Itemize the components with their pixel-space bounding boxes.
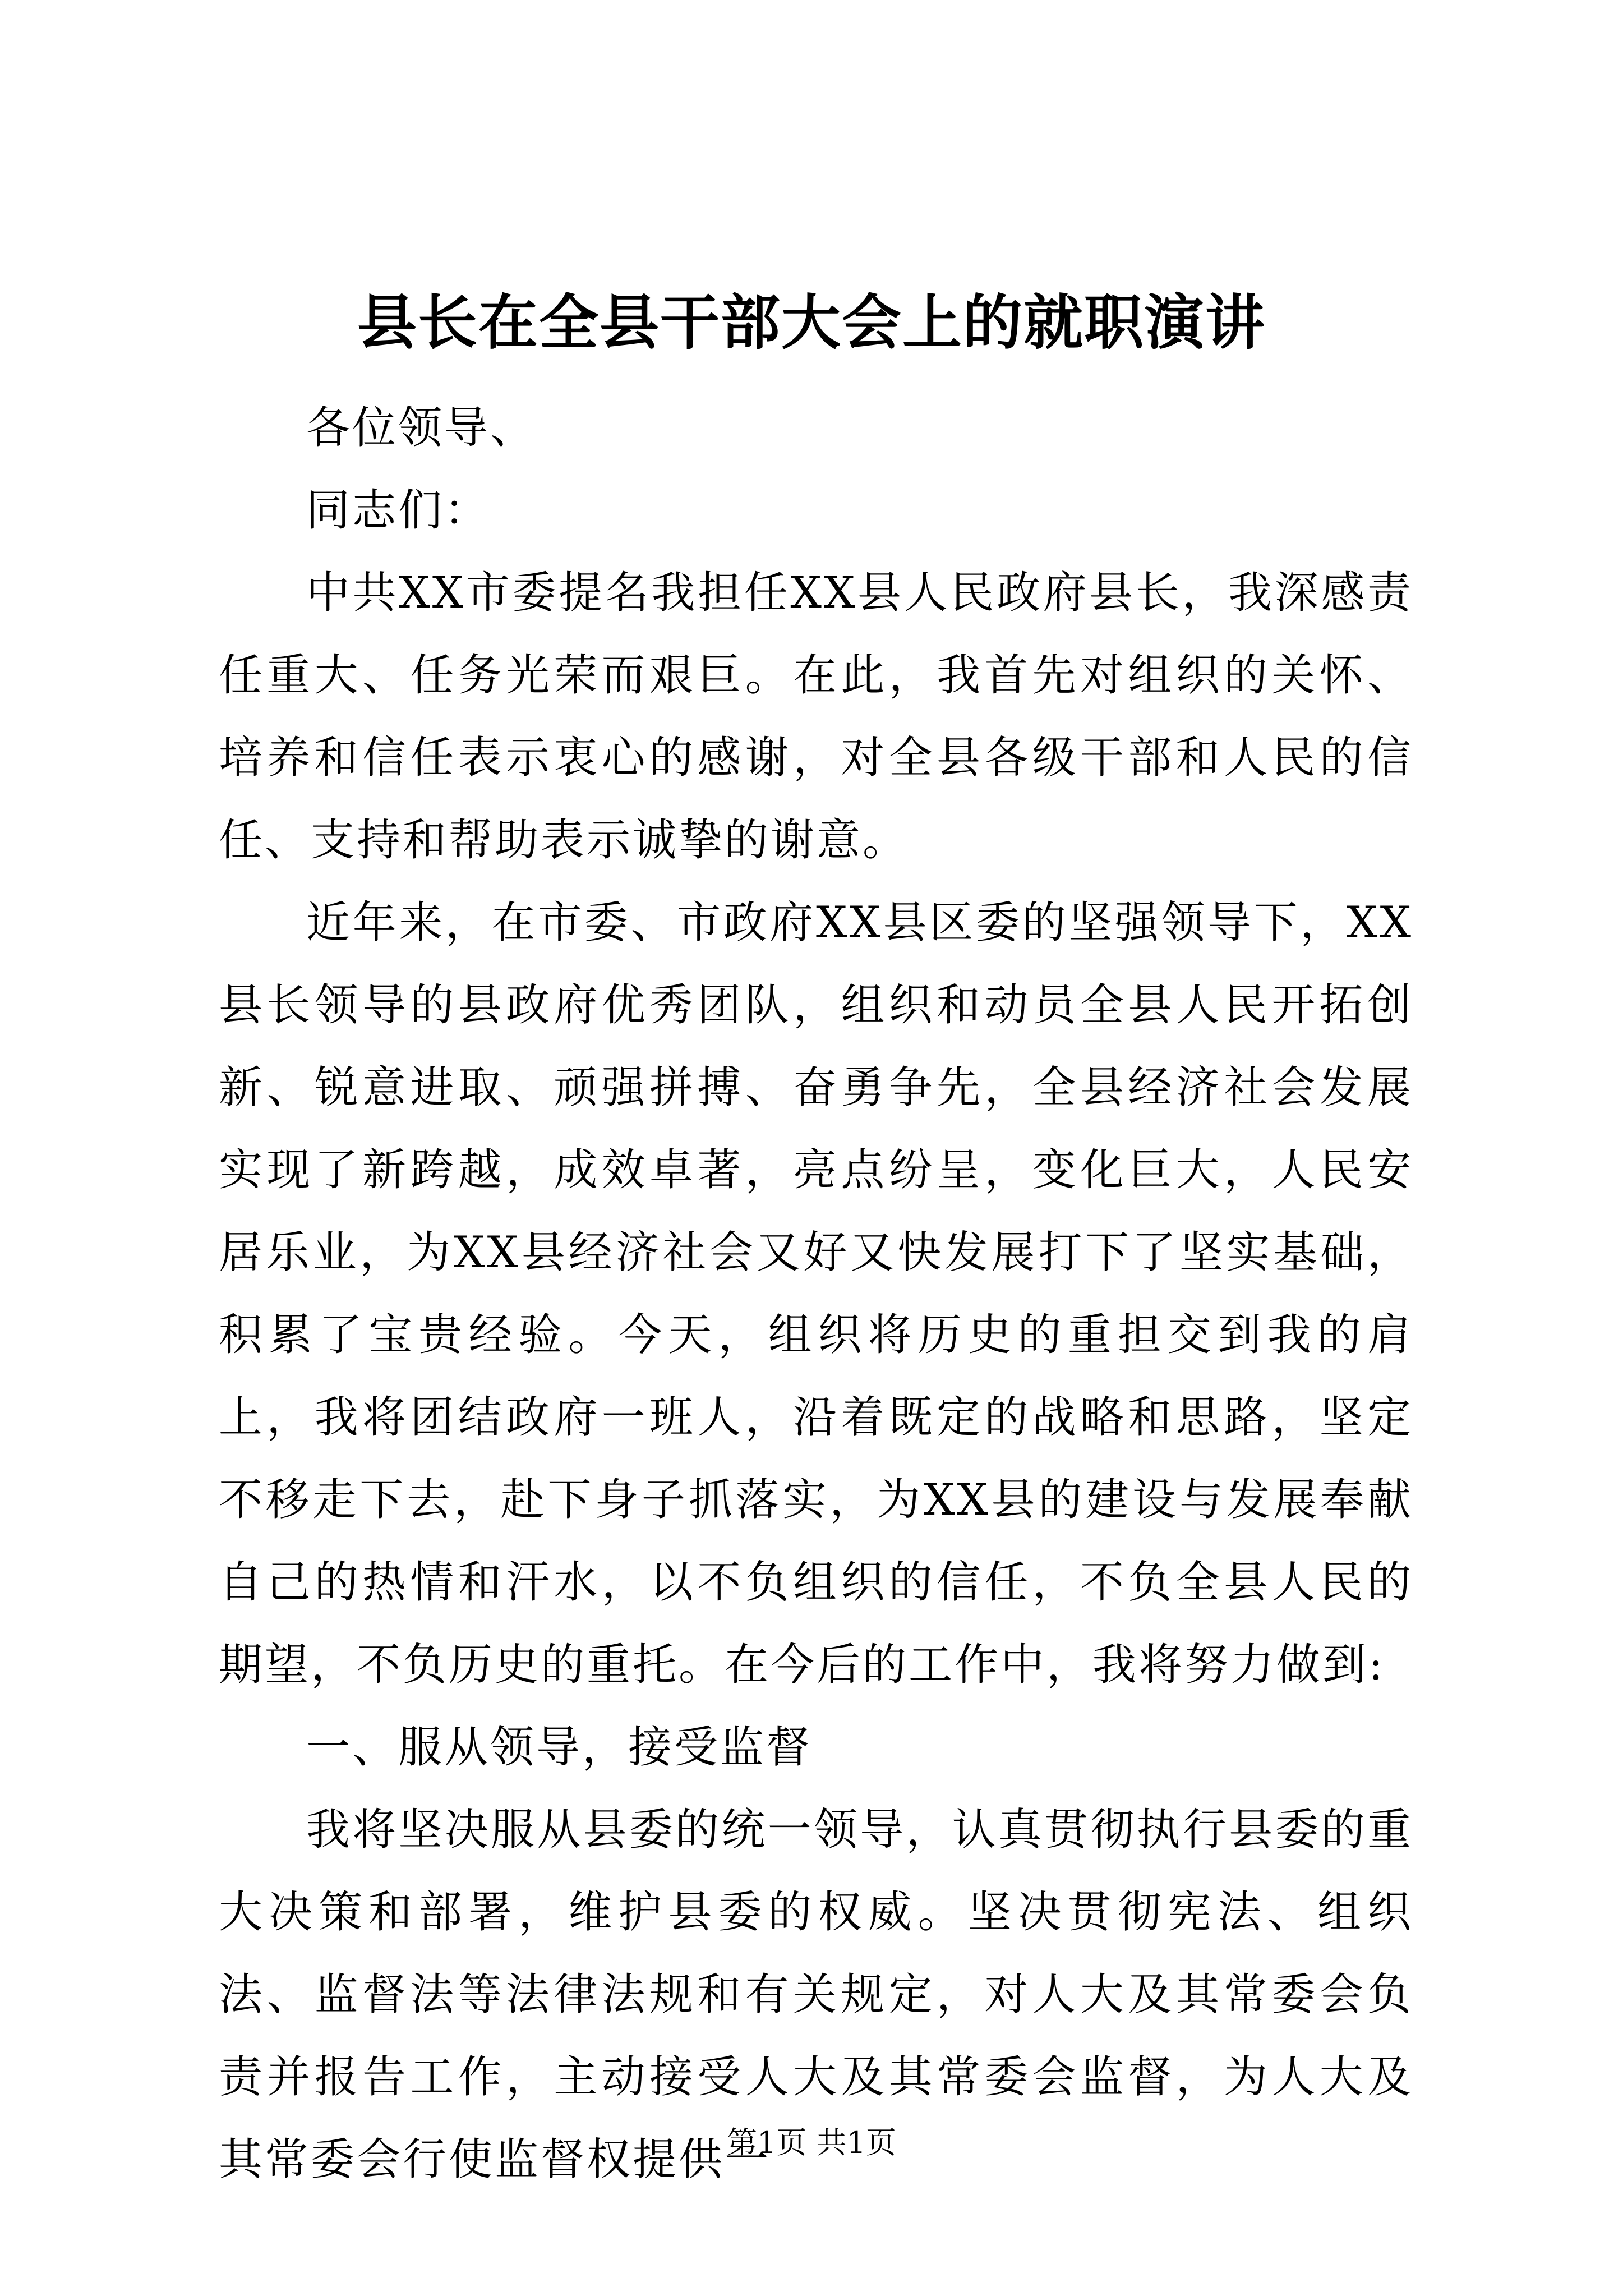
salutation-line-1: 各位领导、 [306,403,537,453]
salutation-line-2: 同志们： [306,485,491,536]
document-title: 县长在全县干部大会上的就职演讲 [357,287,1266,357]
section-heading-1: 一、服从领导，接受监督 [306,1722,813,1773]
page-footer: 第1页 共1页 [727,2125,896,2160]
paragraph-gratitude: 中共XX市委提名我担任XX县人民政府县长，我深感责任重大、任务光荣而艰巨。在此，我首先对组织的关怀、培养和信任表示衷心的感谢，对全县各级干部和人民的信任、支持和帮助表示诚挚的谢意。 [219,568,1413,866]
paragraph-obey-leadership: 我将坚决服从县委的统一领导，认真贯彻执行县委的重大决策和部署，维护县委的权威。坚决贯彻宪法、组织法、监督法等法律法规和有关规定，对人大及其常委会负责并报告工作，主动接受人大及其常委会监督，为人大及其常委会行使监督权提供一 [219,1805,1413,2185]
document-body [219,387,1413,2201]
paragraph-review: 近年来，在市委、市政府XX县区委的坚强领导下，XX县长领导的县政府优秀团队，组织和动员全县人民开拓创新、锐意进取、顽强拼搏、奋勇争先，全县经济社会发展实现了新跨越，成效卓著，亮点纷呈，变化巨大，人民安居乐业，为XX县经济社会又好又快发展打下了坚实基础，积累了宝贵经验。今天，组织将历史的重担交到我的肩上，我将团结政府一班人，沿着既定的战略和思路，坚定不移走下去，赴下身子抓落实，为XX县的建设与发展奉献自己的热情和汗水，以不负组织的信任，不负全县人民的期望，不负历史的重托。在今后的工作中，我将努力做到: [219,898,1413,1690]
